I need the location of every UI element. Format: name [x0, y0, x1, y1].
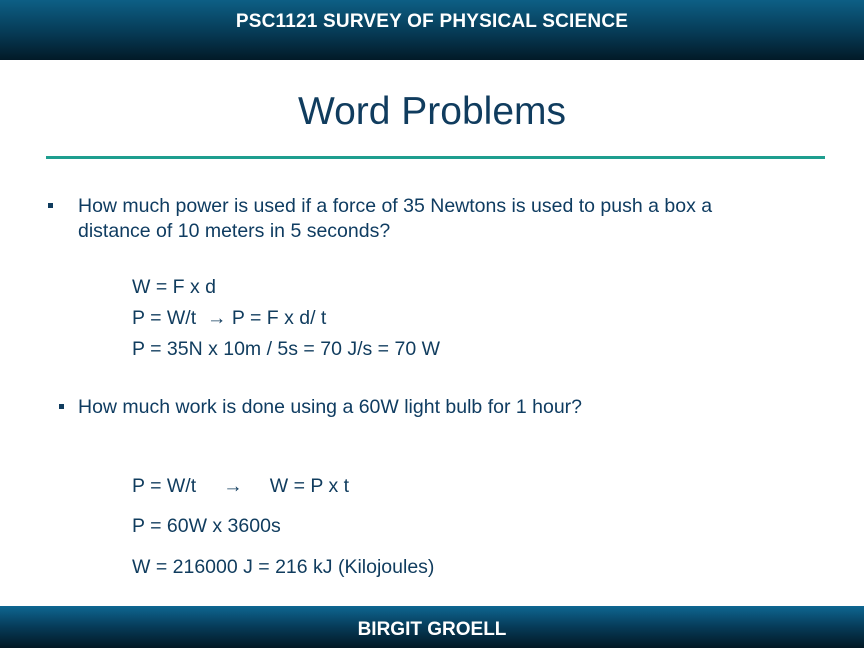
author-name: BIRGIT GROELL	[357, 619, 507, 640]
problem-1-question-line-1: How much power is used if a force of 35 Newtons is used to push a box a	[78, 195, 713, 217]
title-divider	[46, 156, 825, 159]
bullet-marker-icon	[59, 404, 64, 409]
problem-2-step-3: W = 216000 J = 216 kJ (Kilojoules)	[132, 556, 435, 578]
course-title: PSC1121 SURVEY OF PHYSICAL SCIENCE	[235, 11, 629, 32]
footer-bar	[0, 606, 864, 648]
problem-1-step-1: W = F x d	[132, 276, 216, 298]
problem-2-step-1: P = W/t → W = P x t	[132, 475, 350, 497]
problem-1-step-3: P = 35N x 10m / 5s = 70 J/s = 70 W	[132, 338, 441, 360]
problem-1-question-line-2: distance of 10 meters in 5 seconds?	[78, 220, 391, 242]
bullet-marker-icon	[48, 203, 53, 208]
problem-2-step-2: P = 60W x 3600s	[132, 515, 281, 537]
problem-2-question: How much work is done using a 60W light bulb for 1 hour?	[78, 396, 583, 418]
slide-title: Word Problems	[297, 90, 567, 133]
header-bar	[0, 0, 864, 60]
problem-1-step-2: P = W/t → P = F x d/ t	[132, 307, 327, 329]
